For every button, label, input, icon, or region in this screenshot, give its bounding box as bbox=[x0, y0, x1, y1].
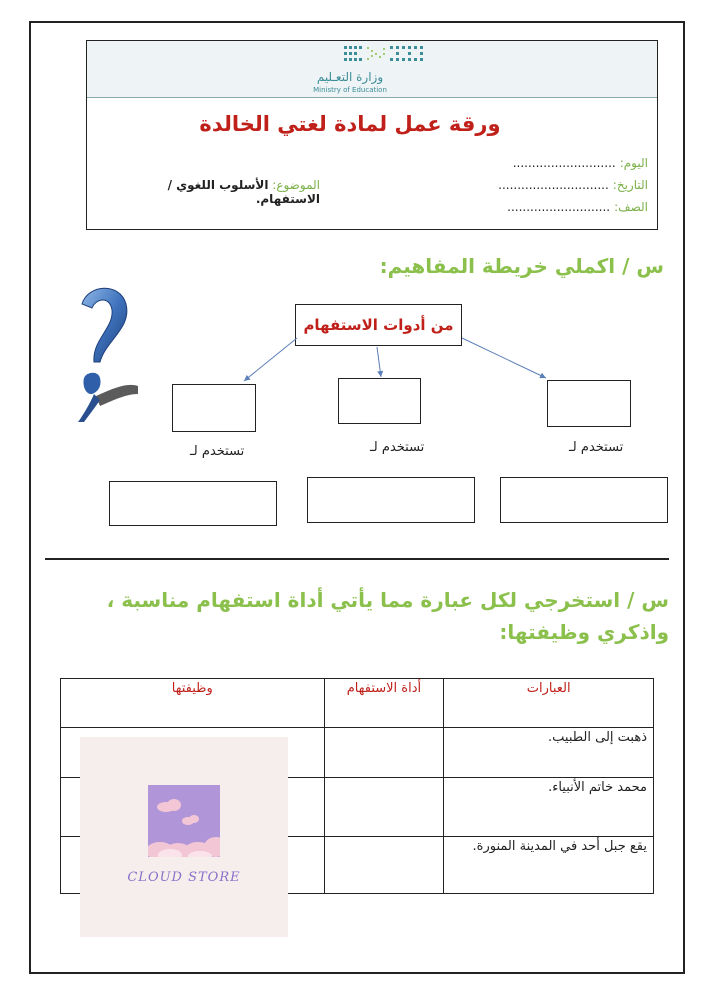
use-label-right: تستخدم لـ bbox=[569, 440, 624, 455]
topic-value: الأسلوب اللغوي / الاستفهام. bbox=[167, 178, 320, 206]
tool-answer-cell[interactable] bbox=[324, 728, 444, 778]
tool-answer-cell[interactable] bbox=[324, 837, 444, 894]
day-value[interactable]: ........................... bbox=[512, 156, 616, 170]
arrow-right bbox=[462, 338, 546, 378]
table-header-row bbox=[61, 679, 654, 728]
use-answer-box-middle[interactable] bbox=[307, 477, 475, 523]
topic-label: الموضوع: bbox=[272, 178, 320, 192]
header-tool: أداة الاستفهام bbox=[324, 679, 444, 728]
question-2-text: س / استخرجي لكل عبارة مما يأتي أداة استفهام مناسبة ، واذكري وظيفتها: bbox=[106, 588, 669, 644]
concept-main-box: من أدوات الاستفهام bbox=[295, 304, 462, 346]
page-title: ورقة عمل لمادة لغتي الخالدة bbox=[199, 112, 501, 136]
class-label: الصف: bbox=[614, 200, 648, 214]
ministry-name-arabic: وزارة التعـليم bbox=[316, 70, 384, 84]
watermark-text: CLOUD STORE bbox=[127, 870, 241, 885]
section-divider bbox=[45, 558, 669, 560]
phrase-cell: محمد خاتم الأنبياء. bbox=[444, 778, 654, 837]
phrase-cell: ذهبت إلى الطبيب. bbox=[444, 728, 654, 778]
use-answer-box-left[interactable] bbox=[109, 481, 277, 526]
cloud-logo-icon bbox=[148, 785, 220, 857]
arrow-left bbox=[244, 338, 297, 381]
question-1-text: س / اكملي خريطة المفاهيم: bbox=[379, 254, 664, 278]
concept-answer-box-left[interactable] bbox=[172, 384, 256, 432]
concept-answer-box-right[interactable] bbox=[547, 380, 631, 427]
class-value[interactable]: ........................... bbox=[507, 200, 611, 214]
ministry-name-english: Ministry of Education bbox=[313, 86, 387, 94]
date-label: التاريخ: bbox=[612, 178, 648, 192]
use-answer-box-right[interactable] bbox=[500, 477, 668, 523]
use-label-middle: تستخدم لـ bbox=[370, 440, 425, 455]
concept-answer-box-middle[interactable] bbox=[338, 378, 421, 424]
phrase-cell: يقع جبل أحد في المدينة المنورة. bbox=[444, 837, 654, 894]
day-label: اليوم: bbox=[619, 156, 648, 170]
arrow-middle bbox=[377, 347, 381, 377]
tool-answer-cell[interactable] bbox=[324, 778, 444, 837]
header-function: وظيفتها bbox=[61, 679, 325, 728]
date-value[interactable]: ............................. bbox=[498, 178, 609, 192]
use-label-left: تستخدم لـ bbox=[190, 444, 245, 459]
header-phrases: العبارات bbox=[444, 679, 654, 728]
